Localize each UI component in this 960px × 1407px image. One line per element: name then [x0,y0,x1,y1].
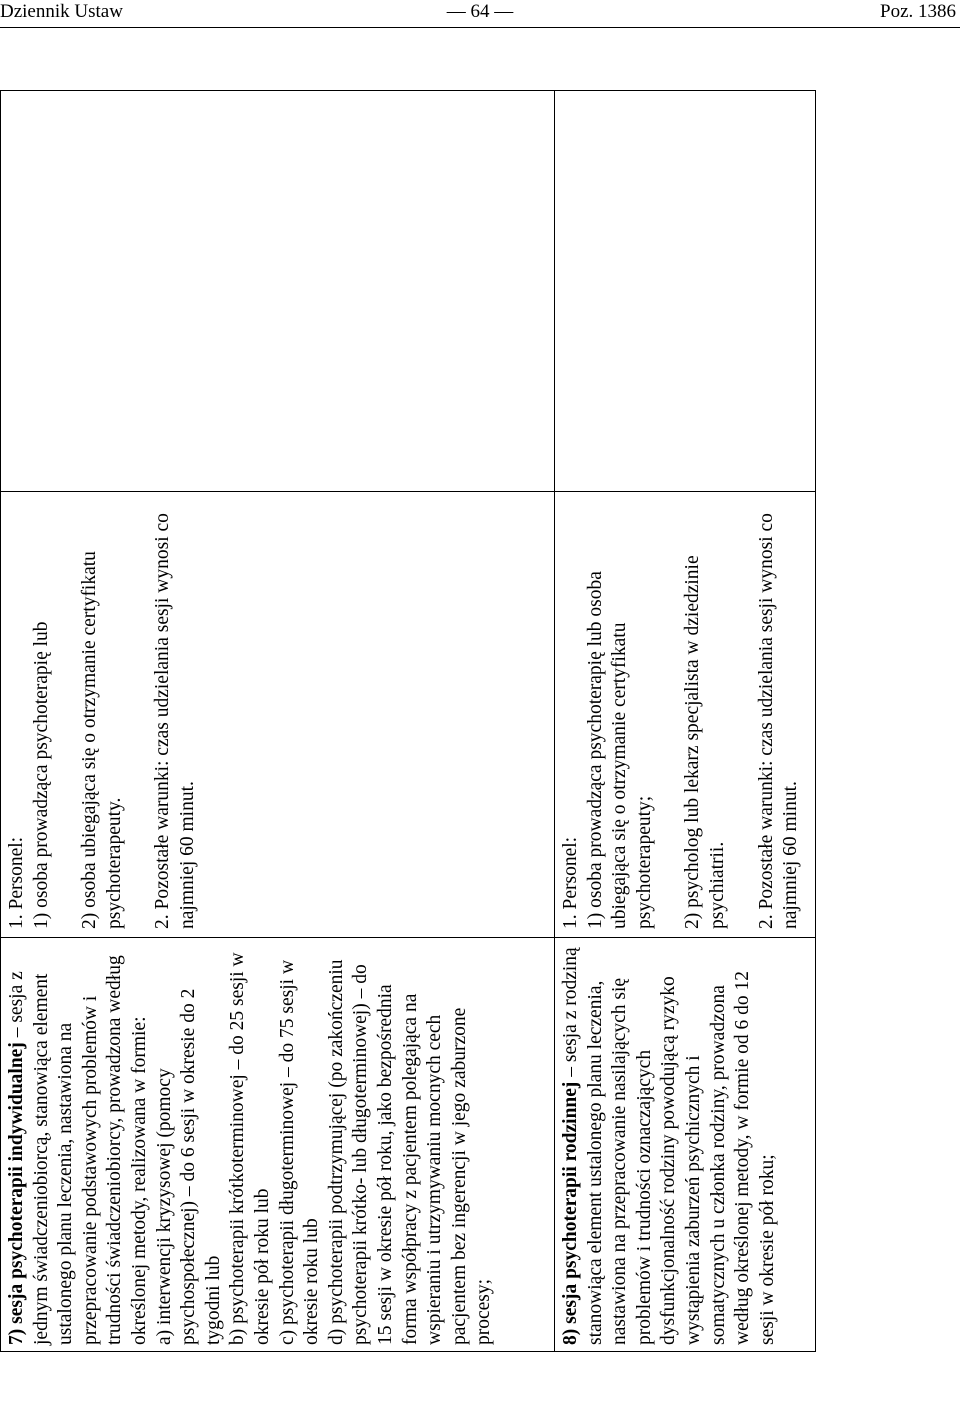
personnel-header: 1. Personel: [6,836,27,929]
personnel-item: 1) osoba prowadząca psychoterapię lub osoba ubiegająca się o otrzymanie certyfikatu psychoterapeuty; [584,571,655,929]
service-description-cell [555,937,815,1351]
personnel-header: 1. Personel: [560,836,581,929]
position-number: Poz. 1386 [880,1,956,22]
other-conditions: 2. Pozostałe warunki: czas udzielania sesji wynosi co najmniej 60 minut. [755,513,802,929]
table-row [1,91,555,1351]
service-item: c) psychoterapii długoterminowej – do 75 sesji w okresie roku lub [276,959,323,1345]
service-item: d) psychoterapii podtrzymującej (po zakończeniu psychoterapii krótko- lub długoterminowej) – do 15 sesji w okresie pół roku, jako bezpośrednia forma współpracy z pacjentem polegająca na wspieraniu i utrzymywaniu mocnych cech pacjentem bez ingerencji w jego zaburzone procesy; [325,959,495,1345]
header-divider [0,27,960,28]
page-number: — 64 — [446,1,514,22]
personnel-item: 2) osoba ubiegająca się o otrzymanie certyfikatu psychoterapeuty. [79,551,125,929]
empty-cell [1,91,554,491]
rotated-table-area [0,90,816,1352]
service-intro: – sesja z rodziną stanowiąca element ustalonego planu leczenia, nastawiona na przepracowanie nasilających się problemów i trudności oznaczających dysfunkcjonalność rodziny powodującą ryzyko wystąpienia zaburzeń psychicznych i somatycznych u członka rodziny, prowadzona według określonej metody, w formie od 6 do 12 sesji w okresie pół roku; [560,947,778,1345]
journal-name: Dziennik Ustaw [0,1,123,22]
page-header [0,0,960,28]
services-table [0,90,816,1352]
requirements-cell [555,491,815,937]
service-description-cell [1,937,554,1351]
service-intro: – sesja z jednym świadczeniobiorcą, stanowiąca element ustalonego planu leczenia, nastawiona na przepracowanie podstawowych problemów i trudności świadczeniobiorcy, prowadzona według określonej metody, realizowana w formie: [6,955,150,1345]
service-description [5,944,153,1345]
table-row [555,91,815,1351]
other-conditions: 2. Pozostałe warunki: czas udzielania sesji wynosi co najmniej 60 minut. [152,513,198,929]
service-description [559,944,780,1345]
service-title: 8) sesja psychoterapii rodzinnej [560,1081,581,1345]
service-item: a) interwencji kryzysowej (pomocy psychospołecznej) – do 6 sesji w okresie do 2 tygodni lub [153,988,224,1345]
personnel-item: 2) psycholog lub lekarz specjalista w dziedzinie psychiatrii. [682,555,728,929]
personnel-item: 1) osoba prowadząca psychoterapię lub [30,621,52,929]
requirements-cell [1,491,554,937]
empty-cell [555,91,815,491]
service-title: 7) sesja psychoterapii indywidualnej [6,1042,27,1345]
service-item: b) psychoterapii krótkoterminowej – do 25 sesji w okresie pół roku lub [227,952,273,1345]
